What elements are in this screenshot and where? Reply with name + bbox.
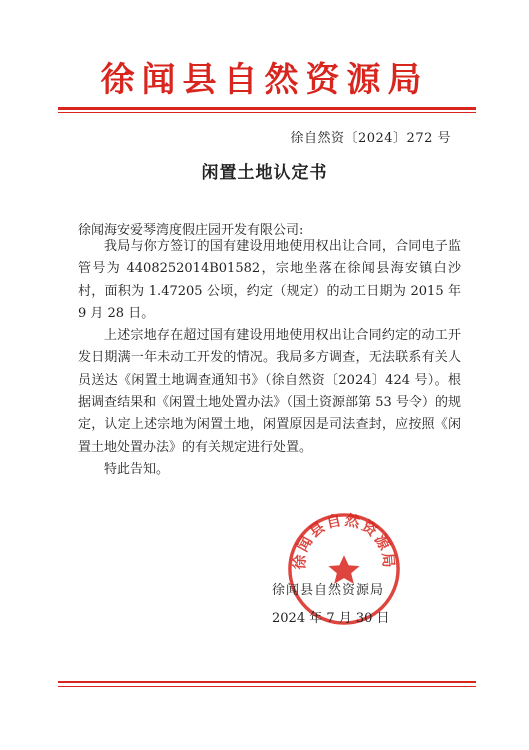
- seal-lettering: 徐闻县自然资源局: [291, 511, 397, 571]
- paragraph-contract-details: 我局与你方签订的国有建设用地使用权出让合同，合同电子监管号为 4408252014B01582，宗地坐落在徐闻县海安镇白沙村，面积为 1.47205 公顷，约定（规定）的动工日期为 2015 年 9 月 28 日。: [78, 239, 461, 321]
- signing-date: 2024 年 7 月 30 日: [272, 611, 390, 626]
- document-number: 徐自然资〔2024〕272 号: [290, 131, 451, 146]
- footer-divider-thick: [58, 681, 476, 683]
- document-title: 闲置土地认定书: [201, 163, 328, 183]
- paragraph-determination: 上述宗地存在超过国有建设用地使用权出让合同约定的动工开发日期满一年未动工开发的情况。我局多方调查，无法联系有关人员送达《闲置土地调查通知书》（徐自然资〔2024〕424 号）。根据调查结果和《闲置土地处置办法》（国土资源部第 53 号令）的规定，认定上述宗地为闲置土地，闲置原因是司法查封，应按照《闲置土地处置办法》的有关规定进行处置。: [78, 328, 461, 455]
- issuer-banner: 徐闻县自然资源局: [100, 60, 429, 100]
- footer-divider-thin: [58, 686, 476, 687]
- header-divider-thick: [58, 107, 476, 110]
- recipient-line: 徐闻海安爱琴湾度假庄园开发有限公司:: [78, 223, 304, 238]
- signing-organization: 徐闻县自然资源局: [272, 583, 385, 598]
- header-divider-thin: [58, 112, 476, 113]
- document-body: [78, 236, 461, 481]
- paragraph-closing: 特此告知。: [104, 461, 170, 477]
